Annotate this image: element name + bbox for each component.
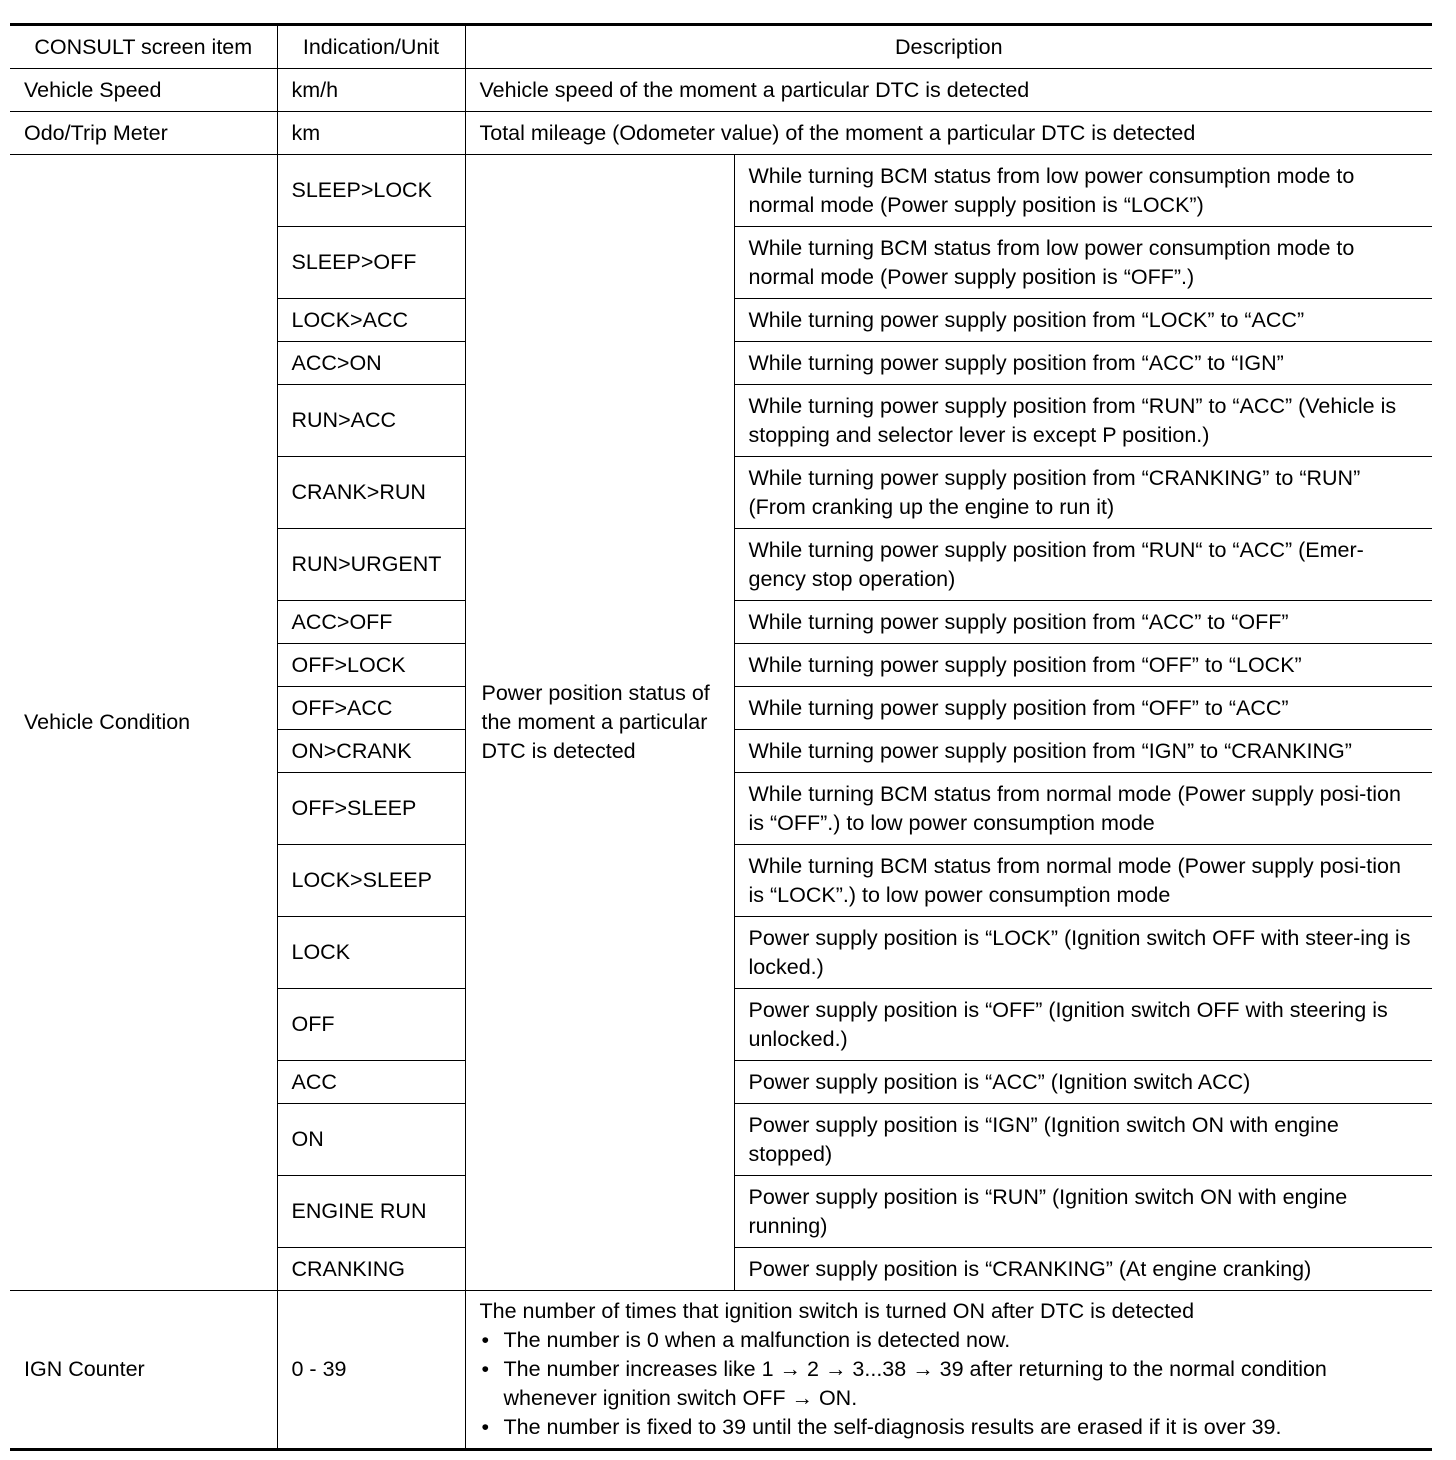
- item-vehicle-condition: Vehicle Condition: [10, 155, 277, 1291]
- indication-cell: SLEEP>OFF: [277, 227, 465, 299]
- table-row: [10, 1291, 1432, 1450]
- indication-cell: ON: [277, 1104, 465, 1176]
- table-row: [10, 69, 1432, 112]
- condition-description-cell: While turning power supply position from “IGN” to “CRANKING”: [734, 730, 1432, 773]
- indication-cell: OFF: [277, 989, 465, 1061]
- condition-description-cell: While turning power supply position from “RUN“ to “ACC” (Emer-gency stop operation): [734, 529, 1432, 601]
- condition-description-cell: While turning BCM status from normal mode (Power supply posi-tion is “OFF”.) to low power consumption mode: [734, 773, 1432, 845]
- indication-cell: RUN>URGENT: [277, 529, 465, 601]
- list-item: • The number increases like 1 → 2 → 3...38 → 39 after returning to the normal condition whenever ignition switch OFF → ON.: [480, 1355, 1419, 1413]
- indication-cell: LOCK: [277, 917, 465, 989]
- indication-cell: LOCK>ACC: [277, 299, 465, 342]
- indication-cell: ACC>OFF: [277, 601, 465, 644]
- indication-cell: OFF>LOCK: [277, 644, 465, 687]
- condition-description-cell: Power supply position is “RUN” (Ignition switch ON with engine running): [734, 1176, 1432, 1248]
- indication-cell: OFF>ACC: [277, 687, 465, 730]
- condition-description-cell: While turning power supply position from “ACC” to “OFF”: [734, 601, 1432, 644]
- indication-cell: CRANK>RUN: [277, 457, 465, 529]
- condition-description-cell: While turning power supply position from “OFF” to “ACC”: [734, 687, 1432, 730]
- header-screen-item: CONSULT screen item: [10, 25, 277, 69]
- condition-description-cell: While turning power supply position from “LOCK” to “ACC”: [734, 299, 1432, 342]
- condition-description-cell: While turning BCM status from low power consumption mode to normal mode (Power supply position is “LOCK”): [734, 155, 1432, 227]
- indication-cell: ACC>ON: [277, 342, 465, 385]
- header-description: Description: [465, 25, 1432, 69]
- condition-description-cell: Power supply position is “IGN” (Ignition switch ON with engine stopped): [734, 1104, 1432, 1176]
- condition-description-cell: Power supply position is “CRANKING” (At engine cranking): [734, 1248, 1432, 1291]
- indication-cell: CRANKING: [277, 1248, 465, 1291]
- condition-description-cell: While turning power supply position from “CRANKING” to “RUN” (From cranking up the engine to run it): [734, 457, 1432, 529]
- condition-description-cell: Power supply position is “ACC” (Ignition switch ACC): [734, 1061, 1432, 1104]
- item-vehicle-speed: Vehicle Speed: [10, 69, 277, 112]
- table-row: [10, 112, 1432, 155]
- condition-description-cell: Power supply position is “OFF” (Ignition switch OFF with steering is unlocked.): [734, 989, 1432, 1061]
- unit-odo-trip-meter: km: [277, 112, 465, 155]
- indication-cell: ACC: [277, 1061, 465, 1104]
- ign-counter-intro: The number of times that ignition switch is turned ON after DTC is detected: [479, 1299, 1195, 1323]
- desc-vehicle-condition: Power position status of the moment a particular DTC is detected: [465, 155, 734, 1291]
- header-indication-unit: Indication/Unit: [277, 25, 465, 69]
- desc-odo-trip-meter: Total mileage (Odometer value) of the moment a particular DTC is detected: [465, 112, 1432, 155]
- item-ign-counter: IGN Counter: [10, 1291, 277, 1450]
- indication-cell: RUN>ACC: [277, 385, 465, 457]
- desc-vehicle-speed: Vehicle speed of the moment a particular DTC is detected: [465, 69, 1432, 112]
- condition-description-cell: While turning power supply position from “OFF” to “LOCK”: [734, 644, 1432, 687]
- unit-ign-counter: 0 - 39: [277, 1291, 465, 1450]
- ign-counter-bullets: [480, 1326, 1419, 1442]
- condition-description-cell: Power supply position is “LOCK” (Ignition switch OFF with steer-ing is locked.): [734, 917, 1432, 989]
- consult-data-table: [10, 23, 1432, 1451]
- table-row: [10, 155, 1432, 227]
- condition-description-cell: While turning power supply position from “ACC” to “IGN”: [734, 342, 1432, 385]
- desc-ign-counter: [465, 1291, 1432, 1450]
- unit-vehicle-speed: km/h: [277, 69, 465, 112]
- table-header-row: [10, 25, 1432, 69]
- item-odo-trip-meter: Odo/Trip Meter: [10, 112, 277, 155]
- indication-cell: OFF>SLEEP: [277, 773, 465, 845]
- list-item: • The number is 0 when a malfunction is detected now.: [480, 1326, 1419, 1355]
- indication-cell: SLEEP>LOCK: [277, 155, 465, 227]
- indication-cell: LOCK>SLEEP: [277, 845, 465, 917]
- list-item: • The number is fixed to 39 until the self-diagnosis results are erased if it is over 39.: [480, 1413, 1419, 1442]
- condition-description-cell: While turning BCM status from normal mode (Power supply posi-tion is “LOCK”.) to low power consumption mode: [734, 845, 1432, 917]
- condition-description-cell: While turning power supply position from “RUN” to “ACC” (Vehicle is stopping and selector lever is except P position.): [734, 385, 1432, 457]
- indication-cell: ENGINE RUN: [277, 1176, 465, 1248]
- condition-description-cell: While turning BCM status from low power consumption mode to normal mode (Power supply position is “OFF”.): [734, 227, 1432, 299]
- indication-cell: ON>CRANK: [277, 730, 465, 773]
